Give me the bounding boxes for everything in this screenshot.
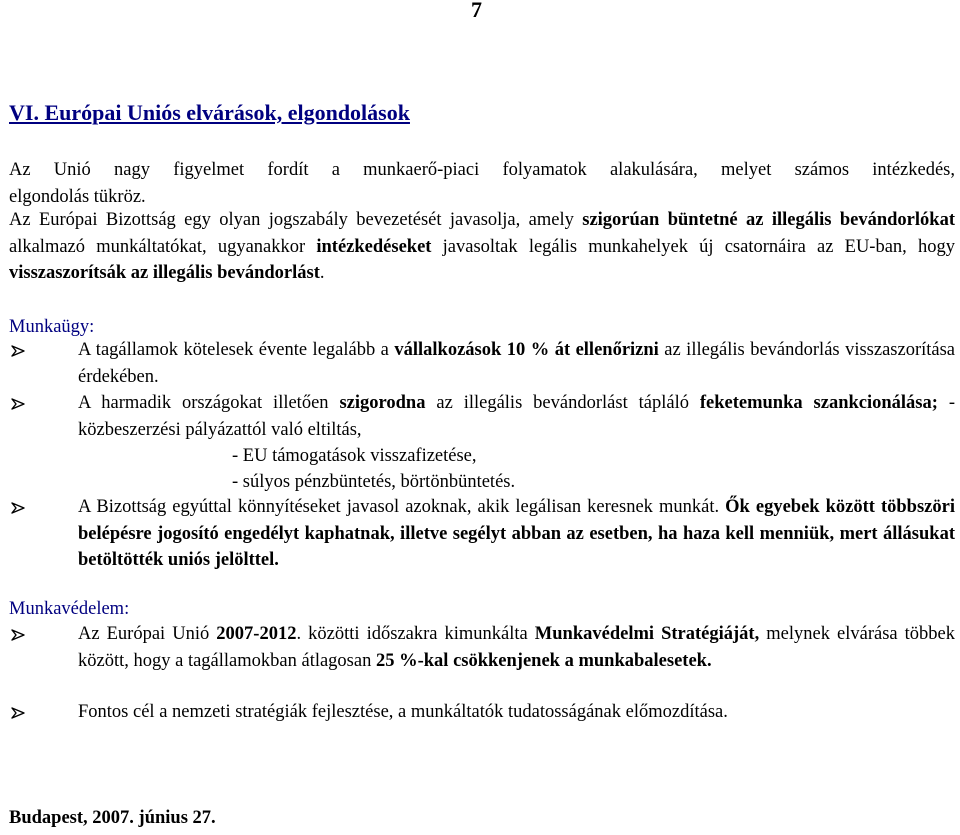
item-text: az illegális bevándorlás visszaszorítása érdekében.	[78, 340, 956, 387]
arrowhead-bullet-icon	[9, 390, 27, 416]
intro-text: .	[319, 263, 325, 283]
intro-text: Az Európai Bizottság egy olyan jogszabály bevezetését javasolja, amely	[9, 210, 583, 230]
label-munkaugy: Munkaügy:	[9, 317, 95, 337]
item-bold: szigorodna	[339, 393, 426, 413]
item-bold: 25 %-kal csökkenjenek a munkabalesetek.	[375, 650, 712, 671]
page-number: 7	[471, 0, 482, 22]
item-text: Az Európai Unió	[78, 624, 217, 644]
intro-line-2: elgondolás tükröz.	[9, 186, 146, 207]
arrowhead-bullet-icon	[9, 337, 27, 363]
intro-paragraph-1	[9, 157, 955, 210]
intro-bold-punish: szigorúan büntetné az illegális bevándorlókat	[582, 210, 955, 230]
footer-date: Budapest, 2007. június 27.	[9, 808, 216, 828]
munkaugy-item-1	[78, 337, 955, 390]
intro-text: alkalmazó munkáltatókat, ugyanakkor	[9, 236, 317, 257]
munkavedelem-item-1	[78, 621, 955, 674]
item-bold: Munkavédelmi Stratégiáját,	[534, 624, 760, 644]
sanction-sub-1: - EU támogatások visszafizetése,	[232, 446, 477, 466]
intro-paragraph-2	[9, 207, 955, 287]
intro-bold-measures: intézkedéseket	[316, 236, 432, 257]
item-bold: Ők egyebek között többszöri belépésre jogosító engedélyt kaphatnak, illetve segélyt abban az esetben, ha haza kell menniük, mert állásukat betöltötték uniós jelölttel.	[78, 497, 955, 570]
arrowhead-bullet-icon	[9, 494, 27, 520]
munkaugy-item-2	[78, 390, 955, 443]
munkaugy-item-3	[78, 494, 955, 574]
item-text: . közötti időszakra kimunkálta	[296, 624, 535, 644]
label-munkavedelem: Munkavédelem:	[9, 599, 130, 619]
item-bold: 2007-2012	[216, 624, 297, 644]
item-text: A Bizottság egyúttal könnyítéseket javasol azoknak, akik legálisan keresnek munkát.	[78, 497, 726, 517]
intro-bold-reduce: visszaszorítsák az illegális bevándorlást	[9, 263, 320, 283]
item-bold: vállalkozások 10 % át ellenőrizni	[394, 340, 659, 360]
sanction-sub-2: - súlyos pénzbüntetés, börtönbüntetés.	[232, 472, 516, 492]
item-text: melynek elvárása többek között, hogy a tagállamokban átlagosan	[78, 624, 956, 671]
item-bold: feketemunka szankcionálása;	[699, 393, 938, 413]
item-text: A tagállamok kötelesek évente legalább a	[78, 340, 395, 360]
munkavedelem-item-2: Fontos cél a nemzeti stratégiák fejlesztése, a munkáltatók tudatosságának előmozdítása.	[78, 702, 728, 722]
arrowhead-bullet-icon	[9, 621, 27, 647]
item-text: - közbeszerzési pályázattól való eltiltás,	[78, 393, 955, 440]
intro-line-1: Az Unió nagy figyelmet fordít a munkaerő-piaci folyamatok alakulására, melyet számos intézkedés,	[9, 160, 955, 180]
intro-text: javasoltak legális munkahelyek új csatornáira az EU-ban, hogy	[431, 236, 955, 257]
item-text: A harmadik országokat illetően	[78, 393, 340, 413]
item-text: az illegális bevándorlást tápláló	[425, 393, 700, 413]
arrowhead-bullet-icon	[9, 699, 27, 725]
section-heading: VI. Európai Uniós elvárások, elgondolások	[9, 100, 410, 125]
